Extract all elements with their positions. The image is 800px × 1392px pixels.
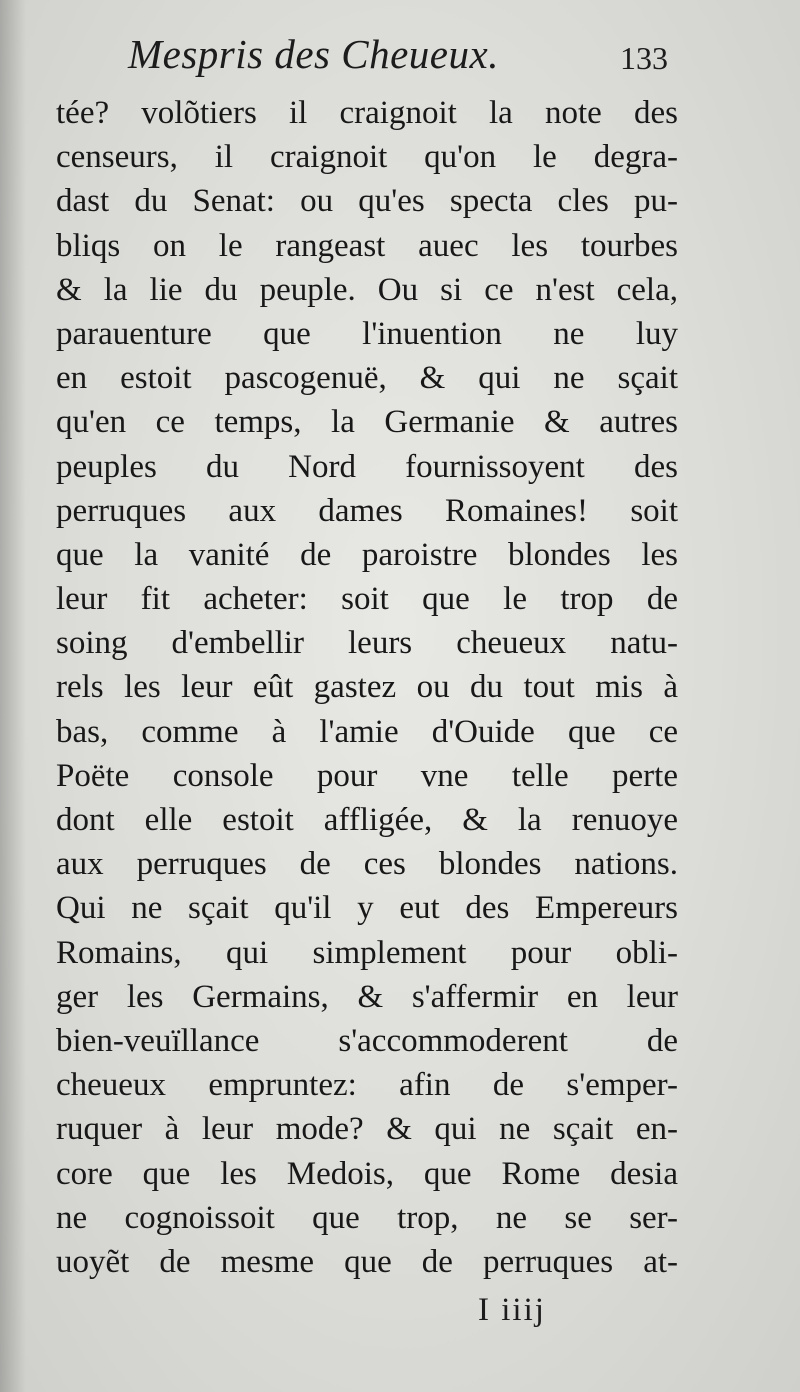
- text-line: qu'en ce temps, la Germanie & autres: [56, 404, 678, 441]
- text-line: en estoit pascogenuë, & qui ne sçait: [56, 360, 678, 397]
- text-line: dast du Senat: ou qu'es specta cles pu-: [56, 183, 678, 220]
- text-line: Qui ne sçait qu'il y eut des Empereurs: [56, 890, 678, 927]
- text-line: aux perruques de ces blondes nations.: [56, 846, 678, 883]
- text-line: que la vanité de paroistre blondes les: [56, 536, 678, 573]
- running-title: Mespris des Cheueux.: [128, 31, 499, 77]
- text-line: Romains, qui simplement pour obli-: [56, 934, 678, 971]
- text-line: ruquer à leur mode? & qui ne sçait en-: [56, 1111, 678, 1148]
- text-line: perruques aux dames Romaines! soit: [56, 492, 678, 529]
- text-line: bas, comme à l'amie d'Ouide que ce: [56, 713, 678, 750]
- text-line: bien-veuïllance s'accommoderent de: [56, 1022, 678, 1059]
- signature-mark: I iiij: [478, 1292, 546, 1328]
- text-line: cheueux empruntez: afin de s'emper-: [56, 1067, 678, 1104]
- body-text: [56, 91, 678, 1284]
- text-line: dont elle estoit affligée, & la renuoye: [56, 802, 678, 838]
- text-line: ger les Germains, & s'affermir en leur: [56, 978, 678, 1015]
- text-line: parauenture que l'inuention ne luy: [56, 315, 678, 352]
- text-line: Poëte console pour vne telle perte: [56, 757, 678, 794]
- page-number: 133: [620, 40, 668, 76]
- text-line: censeurs, il craignoit qu'on le degra-: [56, 139, 678, 176]
- text-line: leur fit acheter: soit que le trop de: [56, 581, 678, 618]
- text-line: ne cognoissoit que trop, ne se ser-: [56, 1199, 678, 1236]
- text-line: tée? volõtiers il craignoit la note des: [56, 95, 678, 131]
- text-line: core que les Medois, que Rome desia: [56, 1155, 678, 1192]
- text-line: rels les leur eût gastez ou du tout mis à: [56, 669, 678, 706]
- text-line: peuples du Nord fournissoyent des: [56, 448, 678, 485]
- text-line: soing d'embellir leurs cheueux natu-: [56, 625, 678, 662]
- text-line: bliqs on le rangeast auec les tourbes: [56, 227, 678, 264]
- text-line: & la lie du peuple. Ou si ce n'est cela,: [56, 271, 678, 308]
- text-line: uoyẽt de mesme que de perruques at-: [56, 1243, 678, 1280]
